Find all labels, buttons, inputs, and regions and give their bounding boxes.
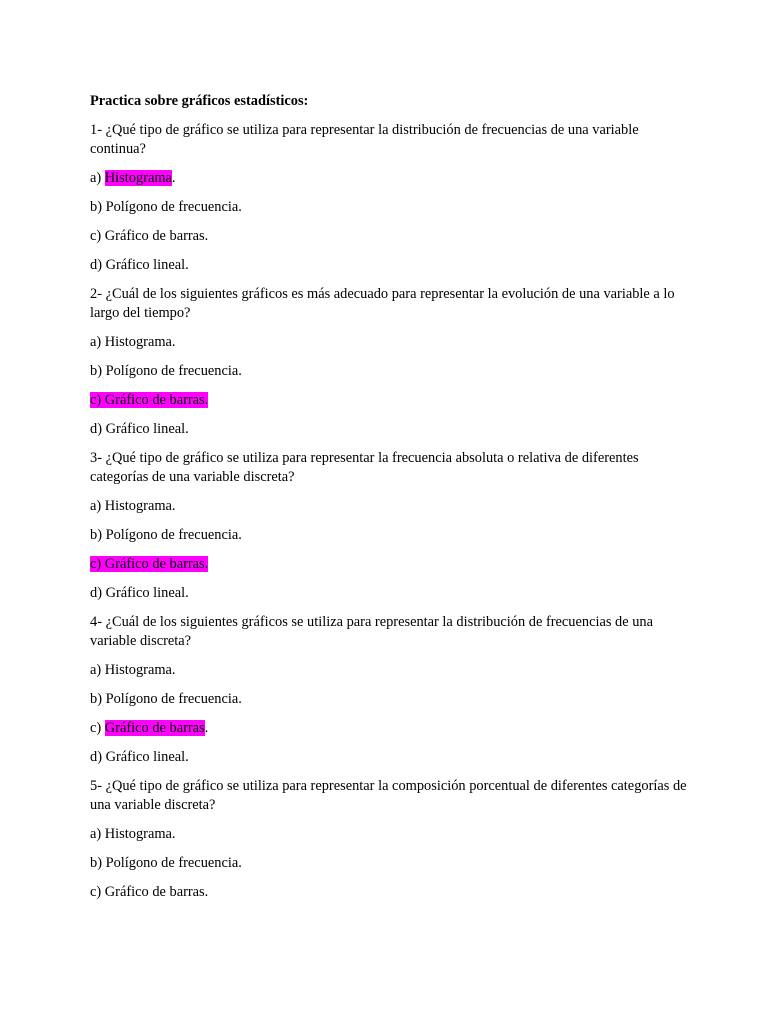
answer-option — [90, 420, 690, 439]
answer-option — [90, 719, 690, 738]
answer-option — [90, 227, 690, 246]
answer-option — [90, 883, 690, 902]
answer-option — [90, 854, 690, 873]
highlighted-answer: Gráfico de barras — [104, 720, 205, 736]
answer-option — [90, 333, 690, 352]
option-text: a) — [90, 170, 105, 186]
question-block — [90, 777, 690, 902]
option-text: b) Polígono de frecuencia. — [90, 527, 242, 543]
question-text: 3- ¿Qué tipo de gráfico se utiliza para representar la frecuencia absoluta o relativa de diferentes categorías de una variable discreta? — [90, 450, 639, 485]
option-text: c) Gráfico de barras. — [90, 884, 209, 900]
question-block — [90, 449, 690, 603]
answer-option — [90, 555, 690, 574]
option-text: c) Gráfico de barras. — [90, 228, 209, 244]
answer-option — [90, 584, 690, 603]
option-text: d) Gráfico lineal. — [90, 257, 189, 273]
option-text: b) Polígono de frecuencia. — [90, 691, 242, 707]
question-block — [90, 121, 690, 275]
option-text: a) Histograma. — [90, 662, 176, 678]
highlighted-answer: c) Gráfico de barras. — [90, 556, 209, 572]
option-text: b) Polígono de frecuencia. — [90, 199, 242, 215]
answer-option — [90, 169, 690, 188]
option-text: d) Gráfico lineal. — [90, 585, 189, 601]
question-list — [90, 121, 690, 902]
question-text: 2- ¿Cuál de los siguientes gráficos es más adecuado para representar la evolución de una variable a lo largo del tiempo? — [90, 286, 675, 321]
answer-option — [90, 391, 690, 410]
option-text: d) Gráfico lineal. — [90, 749, 189, 765]
question-text: 1- ¿Qué tipo de gráfico se utiliza para representar la distribución de frecuencias de una variable continua? — [90, 122, 639, 157]
answer-option — [90, 825, 690, 844]
option-text: d) Gráfico lineal. — [90, 421, 189, 437]
option-text: . — [204, 720, 209, 736]
option-text: . — [171, 170, 176, 186]
answer-option — [90, 497, 690, 516]
option-text: a) Histograma. — [90, 334, 176, 350]
option-text: c) — [90, 720, 105, 736]
answer-option — [90, 661, 690, 680]
option-text: b) Polígono de frecuencia. — [90, 855, 242, 871]
answer-option — [90, 198, 690, 217]
document-title: Practica sobre gráficos estadísticos: — [90, 93, 309, 109]
document-content — [90, 92, 690, 912]
answer-option — [90, 690, 690, 709]
highlighted-answer: Histograma — [104, 170, 172, 186]
question-block — [90, 285, 690, 439]
question-text: 4- ¿Cuál de los siguientes gráficos se utiliza para representar la distribución de frecuencias de una variable discreta? — [90, 614, 654, 649]
option-text: b) Polígono de frecuencia. — [90, 363, 242, 379]
question-text: 5- ¿Qué tipo de gráfico se utiliza para representar la composición porcentual de diferentes categorías de una variable discreta? — [90, 778, 687, 813]
option-text: a) Histograma. — [90, 498, 176, 514]
option-text: a) Histograma. — [90, 826, 176, 842]
highlighted-answer: c) Gráfico de barras. — [90, 392, 209, 408]
answer-option — [90, 748, 690, 767]
question-block — [90, 613, 690, 767]
answer-option — [90, 526, 690, 545]
answer-option — [90, 256, 690, 275]
answer-option — [90, 362, 690, 381]
